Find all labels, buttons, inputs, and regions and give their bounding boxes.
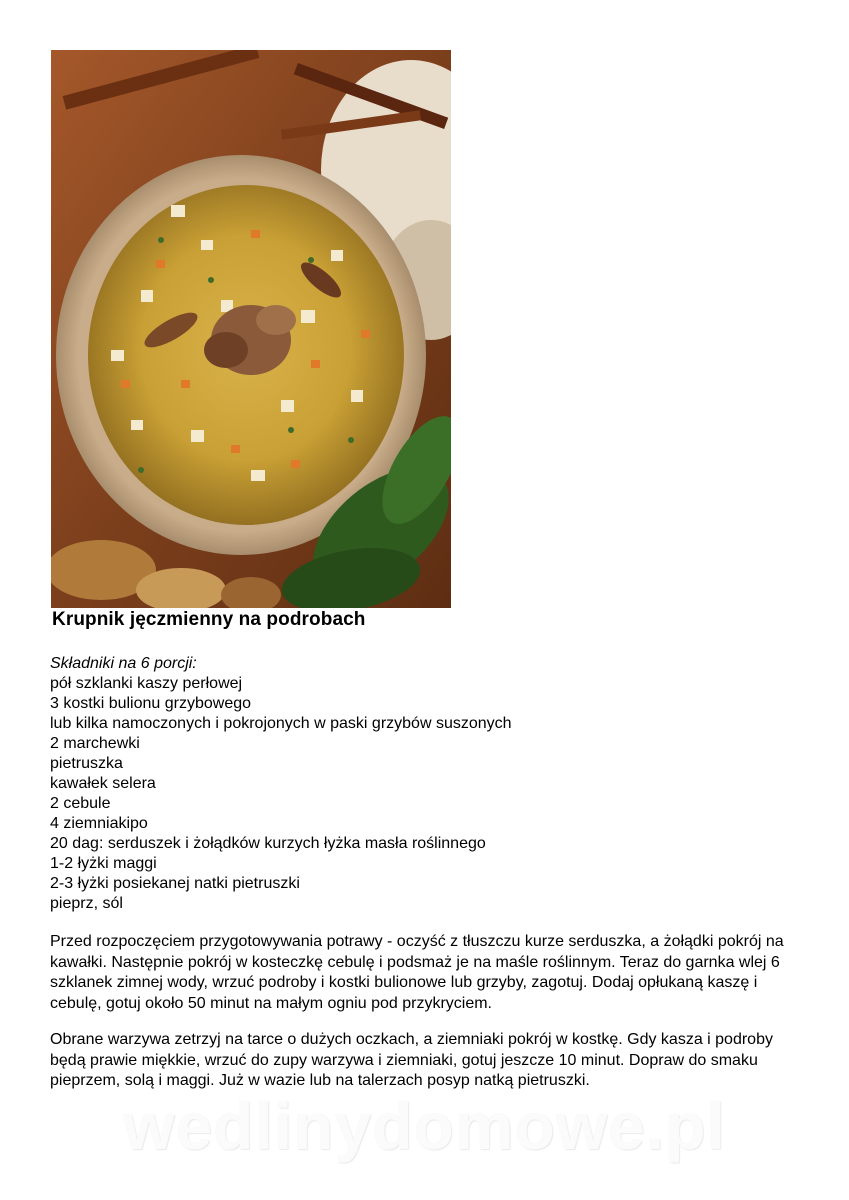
watermark: wedlinydomowe.pl <box>123 1089 726 1163</box>
instructions-paragraph-1: Przed rozpoczęciem przygotowywania potrawy - oczyść z tłuszczu kurze serduszka, a żołądki pokrój na kawałki. Następnie pokrój w kosteczkę cebulę i podsmaż je na maśle roślinnym. Teraz do garnka wlej 6 szklanek zimnej wody, wrzuć podroby i kostki bulionowe lub grzyby, zagotuj. Dodaj opłukaną kaszę i cebulę, gotuj około 50 minut na małym ogniu pod przykryciem. <box>50 933 784 1012</box>
ingredient-item: lub kilka namoczonych i pokrojonych w paski grzybów suszonych <box>50 715 512 732</box>
ingredient-item: 2 marchewki <box>50 735 140 752</box>
recipe-title: Krupnik jęczmienny na podrobach <box>52 609 366 630</box>
ingredient-item: pół szklanki kaszy perłowej <box>50 675 243 692</box>
ingredient-item: 3 kostki bulionu grzybowego <box>50 695 252 712</box>
ingredient-item: kawałek selera <box>50 775 156 792</box>
ingredient-item: 4 ziemniakipo <box>50 815 148 832</box>
ingredients-list <box>50 654 512 914</box>
ingredient-item: 1-2 łyżki maggi <box>50 855 157 872</box>
instructions-paragraph-2: Obrane warzywa zetrzyj na tarce o dużych oczkach, a ziemniaki pokrój w kostkę. Gdy kasza i podroby będą prawie miękkie, wrzuć do zupy warzywa i ziemniaki, gotuj jeszcze 10 minut. Dopraw do smaku pieprzem, solą i maggi. Już w wazie lub na talerzach posyp natką pietruszki. <box>50 1031 773 1089</box>
ingredient-item: 2-3 łyżki posiekanej natki pietruszki <box>50 875 300 892</box>
soup-photo <box>51 50 451 608</box>
ingredient-item: 2 cebule <box>50 795 111 812</box>
ingredient-item: pietruszka <box>50 755 123 772</box>
ingredient-item: 20 dag: serduszek i żołądków kurzych łyżka masła roślinnego <box>50 835 486 852</box>
ingredients-subtitle: Składniki na 6 porcji: <box>50 655 197 672</box>
ingredient-item: pieprz, sól <box>50 895 123 912</box>
